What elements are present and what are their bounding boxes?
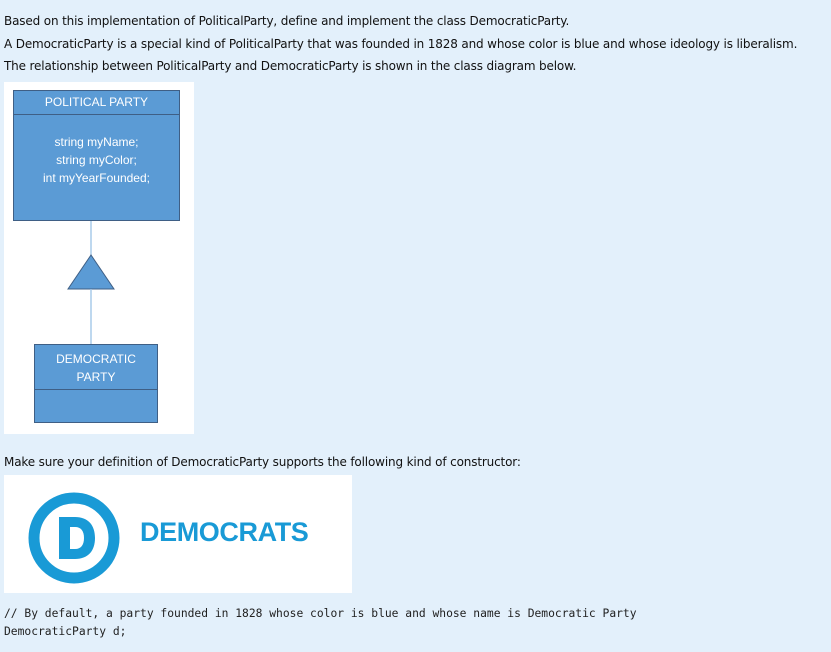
democrats-d-logo-icon: [28, 492, 120, 584]
democratic-party-name-line-1: DEMOCRATIC: [56, 352, 136, 366]
attribute-my-name: string myName;: [54, 135, 139, 149]
political-party-class-name: POLITICAL PARTY: [14, 91, 179, 115]
democratic-party-class-box: [34, 344, 158, 423]
inheritance-arrowhead-icon: [68, 255, 114, 289]
intro-line-1: Based on this implementation of PoliticalParty, define and implement the class DemocraticParty.: [4, 14, 570, 28]
democrats-wordmark: DEMOCRATS: [140, 517, 309, 547]
intro-line-3: The relationship between PoliticalParty and DemocraticParty is shown in the class diagram below.: [4, 59, 577, 73]
code-comment: // By default, a party founded in 1828 whose color is blue and whose name is Democratic Party: [4, 607, 637, 620]
intro-line-2: A DemocraticParty is a special kind of PoliticalParty that was founded in 1828 and whose color is blue and whose ideology is liberalism.: [4, 37, 798, 51]
democratic-party-class-name: [35, 345, 157, 390]
constructor-note: Make sure your definition of DemocraticParty supports the following kind of constructor:: [4, 455, 521, 469]
attribute-my-color: string myColor;: [56, 153, 137, 167]
democratic-party-name-line-2: PARTY: [76, 370, 116, 384]
attribute-my-year-founded: int myYearFounded;: [43, 171, 150, 185]
class-diagram: [4, 82, 194, 434]
democrats-logo: [4, 475, 352, 593]
code-statement: DemocraticParty d;: [4, 625, 127, 638]
